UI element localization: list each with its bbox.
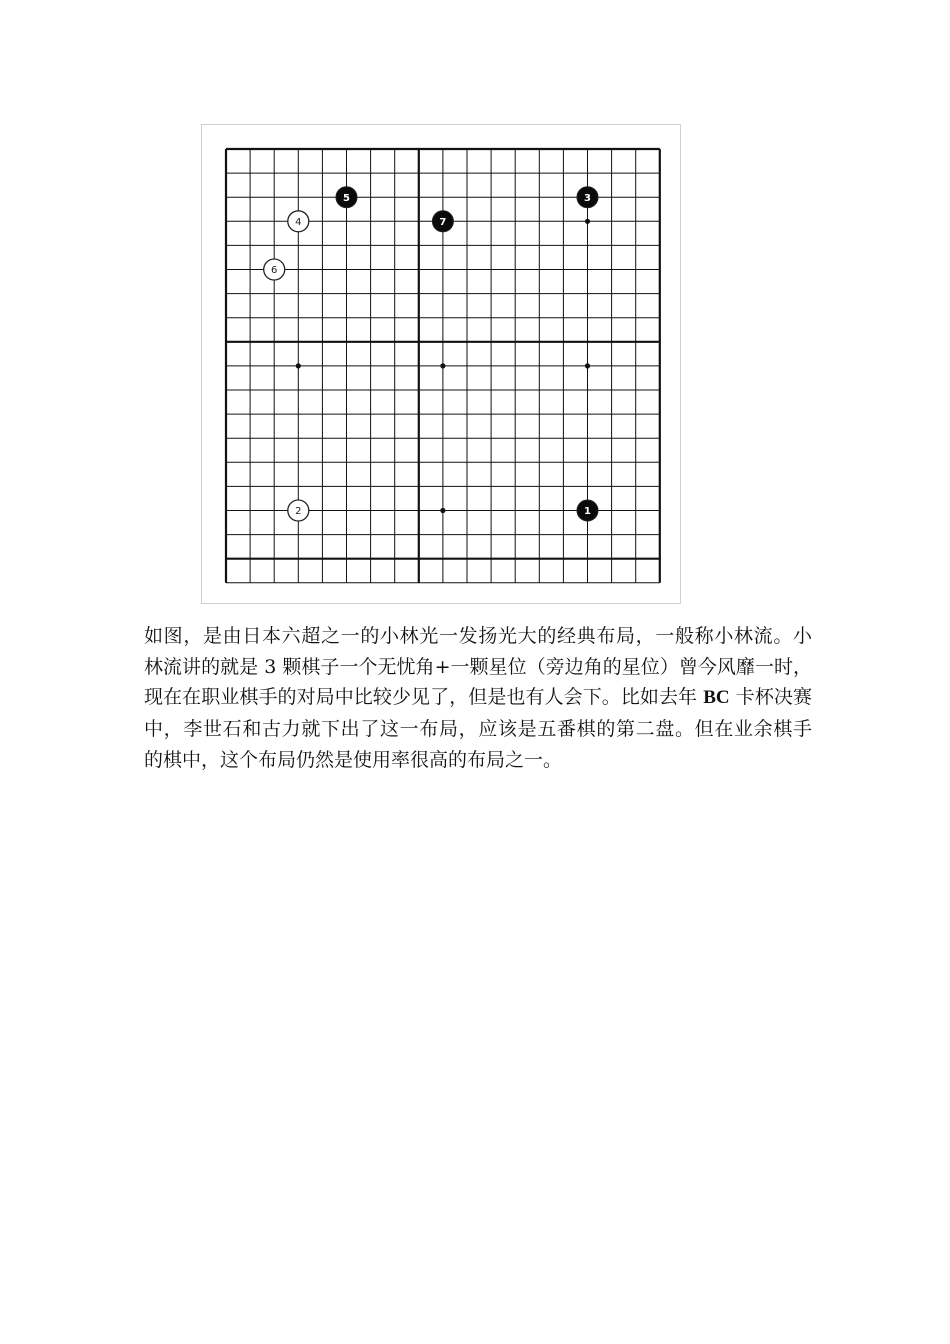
stone-number: 7 <box>439 216 447 228</box>
go-board-figure <box>201 124 681 604</box>
stone-number: 6 <box>271 265 278 277</box>
star-point <box>585 363 590 368</box>
paragraph-line-3 <box>144 682 812 714</box>
paragraph-line-4: 中，李世石和古力就下出了这一布局，应该是五番棋的第二盘。但在业余棋手 <box>144 718 812 741</box>
stone-number: 1 <box>584 506 591 518</box>
stone-number: 3 <box>584 192 591 204</box>
stone-number: 5 <box>343 192 350 204</box>
star-point <box>296 363 301 368</box>
paragraph-line-3-end: 卡杯决赛 <box>729 686 812 709</box>
go-board <box>202 125 682 605</box>
paragraph-line-5: 的棋中，这个布局仍然是使用率很高的布局之一。 <box>144 748 563 771</box>
star-point <box>585 219 590 224</box>
stone-number: 2 <box>295 506 302 518</box>
star-point <box>440 508 445 513</box>
stone-number: 4 <box>295 216 302 228</box>
paragraph-line-3-start: 现在在职业棋手的对局中比较少见了，但是也有人会下。比如去年 <box>144 686 704 709</box>
paragraph-line-2: 林流讲的就是 3 颗棋子一个无忧角+一颗星位（旁边角的星位）曾今风靡一时， <box>144 655 812 678</box>
article-paragraph <box>144 621 812 776</box>
paragraph-line-1: 如图，是由日本六超之一的小林光一发扬光大的经典布局，一般称小林流。小 <box>144 625 812 647</box>
star-point <box>440 363 445 368</box>
paragraph-line-3-bold: BC <box>703 687 730 709</box>
